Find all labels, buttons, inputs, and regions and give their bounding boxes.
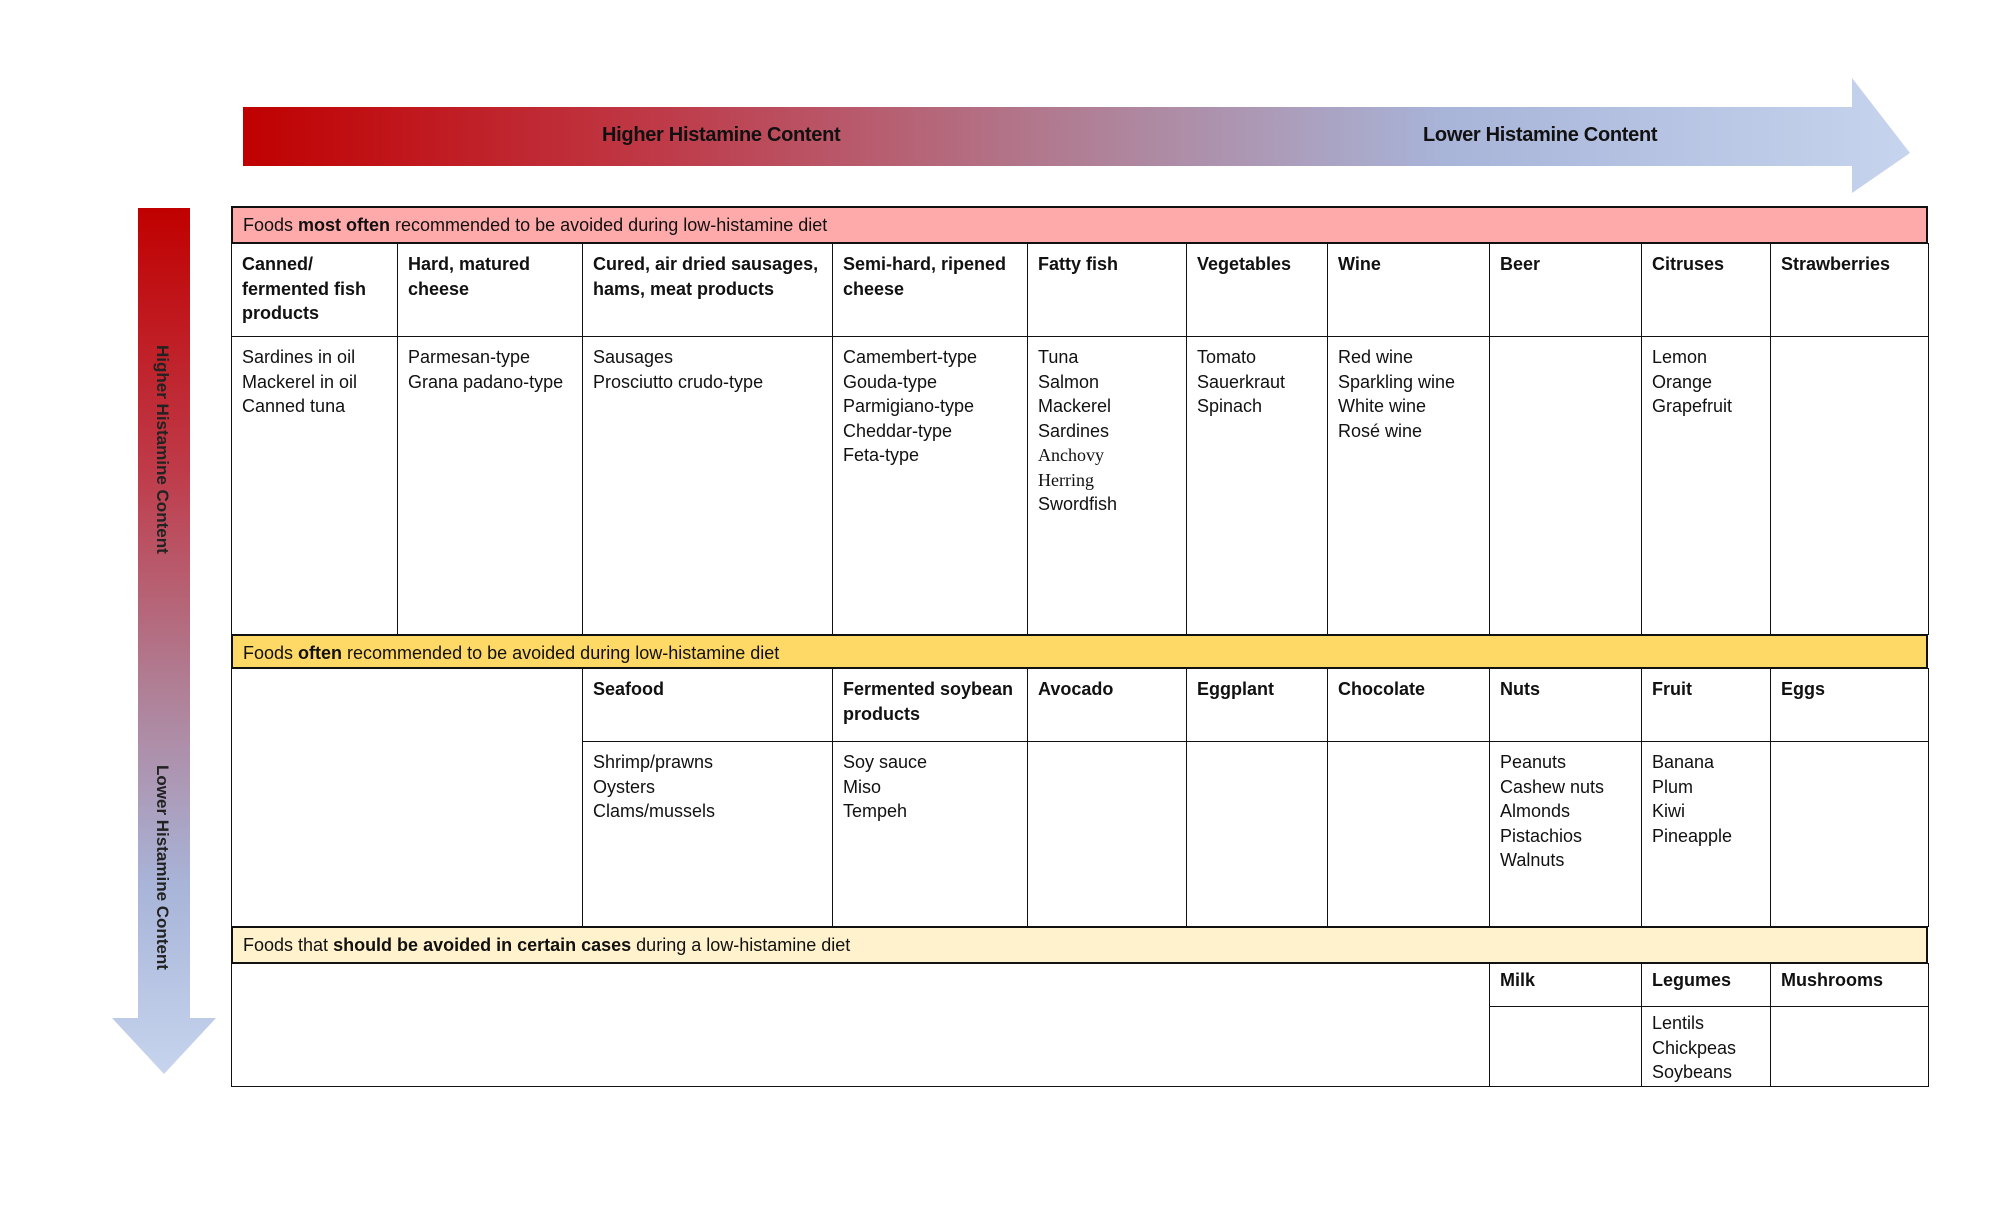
food-item: Oysters bbox=[593, 776, 656, 797]
food-items-cell bbox=[582, 741, 833, 927]
food-item: Red wine bbox=[1338, 347, 1414, 367]
food-items-cell bbox=[1770, 741, 1929, 927]
category-header: Fruit bbox=[1641, 668, 1771, 742]
food-item: Spinach bbox=[1197, 396, 1263, 416]
food-items-cell bbox=[1327, 741, 1490, 927]
food-item: Kiwi bbox=[1652, 801, 1686, 821]
category-header: Beer bbox=[1489, 243, 1642, 337]
category-header: Canned/ fermented fish products bbox=[231, 243, 398, 337]
band-title-post: during a low-histamine diet bbox=[631, 935, 851, 955]
food-items-cell bbox=[397, 336, 583, 635]
food-item: Herring bbox=[1038, 469, 1094, 490]
food-item: Grana padano-type bbox=[408, 371, 564, 392]
category-header: Fatty fish bbox=[1027, 243, 1187, 337]
food-items-cell bbox=[832, 336, 1028, 635]
category-header: Wine bbox=[1327, 243, 1490, 337]
category-header: Semi-hard, ripened cheese bbox=[832, 243, 1028, 337]
food-items-cell bbox=[1641, 1006, 1771, 1087]
food-item: Rosé wine bbox=[1338, 420, 1423, 441]
lower-histamine-label-horizontal: Lower Histamine Content bbox=[1423, 124, 1658, 146]
higher-histamine-label-horizontal: Higher Histamine Content bbox=[602, 124, 841, 146]
food-items-cell bbox=[1770, 336, 1929, 635]
food-item: Miso bbox=[843, 776, 882, 797]
food-item: Sausages bbox=[593, 347, 674, 367]
food-item: Peanuts bbox=[1500, 752, 1567, 772]
food-item: Almonds bbox=[1500, 801, 1571, 821]
food-item: White wine bbox=[1338, 396, 1427, 416]
food-item: Plum bbox=[1652, 776, 1694, 797]
food-item: Sauerkraut bbox=[1197, 371, 1286, 392]
category-header: Milk bbox=[1489, 963, 1642, 1007]
food-items-cell bbox=[582, 336, 833, 635]
food-item: Canned tuna bbox=[242, 396, 346, 416]
lower-histamine-label-vertical: Lower Histamine Content bbox=[153, 765, 172, 970]
category-header: Chocolate bbox=[1327, 668, 1490, 742]
food-item: Chickpeas bbox=[1652, 1037, 1737, 1058]
food-items-cell bbox=[1186, 336, 1328, 635]
food-item: Orange bbox=[1652, 371, 1713, 392]
food-item: Pineapple bbox=[1652, 825, 1733, 846]
food-item: Sardines in oil bbox=[242, 347, 356, 367]
food-item: Mackerel in oil bbox=[242, 371, 358, 392]
food-item: Swordfish bbox=[1038, 494, 1118, 514]
band-title-pre: Foods that bbox=[243, 935, 334, 955]
category-header: Strawberries bbox=[1770, 243, 1929, 337]
category-header: Vegetables bbox=[1186, 243, 1328, 337]
band-title-post: recommended to be avoided during low-histamine diet bbox=[342, 643, 780, 663]
higher-histamine-label-vertical: Higher Histamine Content bbox=[153, 345, 172, 554]
food-item: Camembert-type bbox=[843, 347, 978, 367]
category-header: Mushrooms bbox=[1770, 963, 1929, 1007]
food-items-cell bbox=[1641, 741, 1771, 927]
category-header: Nuts bbox=[1489, 668, 1642, 742]
category-header: Legumes bbox=[1641, 963, 1771, 1007]
food-item: Walnuts bbox=[1500, 850, 1565, 870]
food-item: Soy sauce bbox=[843, 752, 928, 772]
food-item: Salmon bbox=[1038, 371, 1100, 392]
food-item: Parmigiano-type bbox=[843, 396, 975, 416]
food-items-cell bbox=[1186, 741, 1328, 927]
section-band-1 bbox=[231, 206, 1928, 244]
food-item: Parmesan-type bbox=[408, 347, 531, 367]
band-title-bold: often bbox=[298, 643, 343, 663]
category-header: Eggplant bbox=[1186, 668, 1328, 742]
food-item: Anchovy bbox=[1038, 445, 1104, 465]
band-title-bold: most often bbox=[298, 215, 391, 235]
food-item: Sparkling wine bbox=[1338, 371, 1456, 392]
band-title-pre: Foods bbox=[243, 643, 299, 663]
food-item: Shrimp/prawns bbox=[593, 752, 714, 772]
empty-cell bbox=[231, 963, 1490, 1087]
food-item: Clams/mussels bbox=[593, 801, 716, 821]
band-title-post: recommended to be avoided during low-histamine diet bbox=[390, 215, 828, 235]
food-items-cell bbox=[1770, 1006, 1929, 1087]
food-item: Feta-type bbox=[843, 445, 920, 465]
food-items-cell bbox=[1489, 741, 1642, 927]
food-item: Tuna bbox=[1038, 347, 1079, 367]
food-item: Sardines bbox=[1038, 420, 1110, 441]
food-item: Lemon bbox=[1652, 347, 1708, 367]
category-header: Hard, matured cheese bbox=[397, 243, 583, 337]
food-item: Mackerel bbox=[1038, 396, 1112, 416]
food-item: Cheddar-type bbox=[843, 420, 953, 441]
category-header: Fermented soybean products bbox=[832, 668, 1028, 742]
food-item: Gouda-type bbox=[843, 371, 938, 392]
food-items-cell bbox=[231, 336, 398, 635]
food-item: Soybeans bbox=[1652, 1062, 1733, 1082]
food-item: Prosciutto crudo-type bbox=[593, 371, 764, 392]
food-item: Cashew nuts bbox=[1500, 776, 1605, 797]
band-title-bold: should be avoided in certain cases bbox=[333, 935, 632, 955]
category-header: Cured, air dried sausages, hams, meat products bbox=[582, 243, 833, 337]
empty-cell bbox=[231, 668, 583, 927]
horizontal-histamine-arrow bbox=[243, 78, 1910, 193]
food-items-cell bbox=[832, 741, 1028, 927]
category-header: Eggs bbox=[1770, 668, 1929, 742]
category-header: Avocado bbox=[1027, 668, 1187, 742]
food-item: Grapefruit bbox=[1652, 396, 1733, 416]
food-item: Pistachios bbox=[1500, 825, 1583, 846]
food-items-cell bbox=[1027, 336, 1187, 635]
category-header: Citruses bbox=[1641, 243, 1771, 337]
food-item: Banana bbox=[1652, 752, 1715, 772]
food-item: Tempeh bbox=[843, 801, 908, 821]
food-items-cell bbox=[1327, 336, 1490, 635]
food-items-cell bbox=[1027, 741, 1187, 927]
food-item: Tomato bbox=[1197, 347, 1257, 367]
food-items-cell bbox=[1489, 1006, 1642, 1087]
food-items-cell bbox=[1489, 336, 1642, 635]
food-items-cell bbox=[1641, 336, 1771, 635]
category-header: Seafood bbox=[582, 668, 833, 742]
section-band-3 bbox=[231, 926, 1928, 964]
food-item: Lentils bbox=[1652, 1013, 1705, 1033]
section-band-2 bbox=[231, 634, 1928, 669]
band-title-pre: Foods bbox=[243, 215, 299, 235]
